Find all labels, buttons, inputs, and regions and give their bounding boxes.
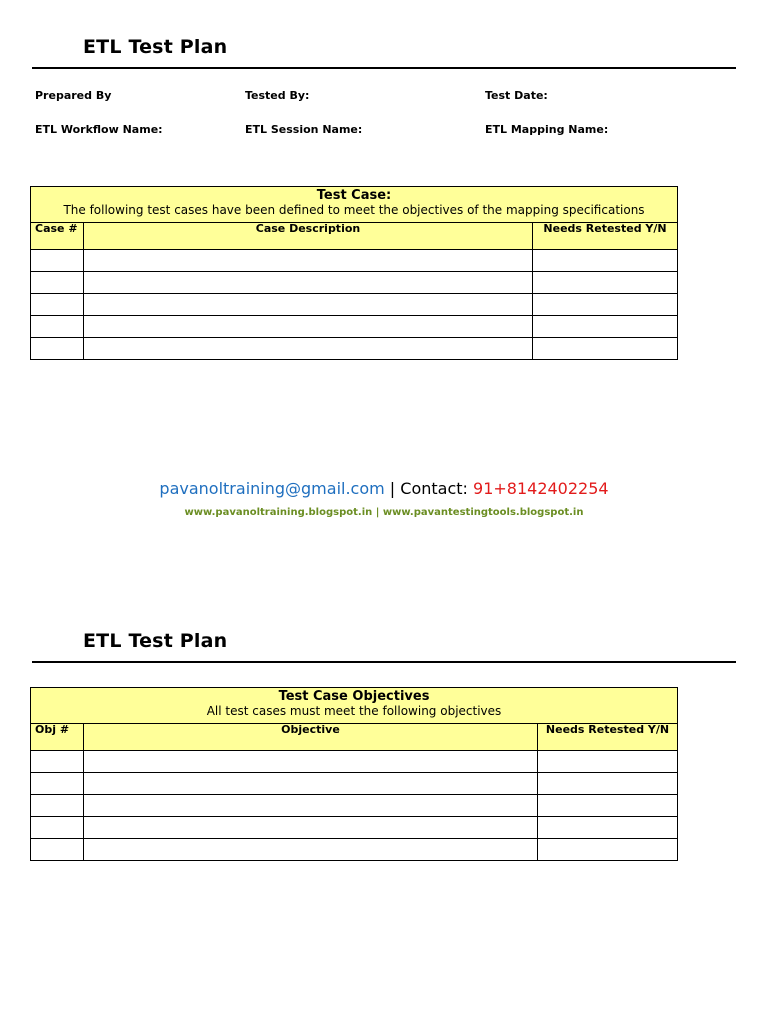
objectives-banner	[31, 688, 678, 724]
phone-number: 91+8142402254	[473, 479, 609, 498]
objectives-table	[30, 687, 678, 861]
column-header-case-number: Case #	[31, 223, 84, 250]
table-cell[interactable]	[84, 795, 538, 817]
mapping-name-label: ETL Mapping Name:	[485, 123, 609, 136]
table-cell[interactable]	[538, 817, 678, 839]
table-cell[interactable]	[84, 272, 533, 294]
column-header-needs-retested: Needs Retested Y/N	[538, 724, 678, 751]
column-header-case-description: Case Description	[84, 223, 533, 250]
test-case-table	[30, 186, 678, 360]
table-cell[interactable]	[31, 795, 84, 817]
session-name-label: ETL Session Name:	[245, 123, 363, 136]
title-divider	[32, 67, 736, 69]
test-case-subtitle: The following test cases have been defined to meet the objectives of the mapping specifications	[63, 203, 645, 217]
table-cell[interactable]	[538, 773, 678, 795]
table-cell[interactable]	[538, 839, 678, 861]
test-case-banner	[31, 187, 678, 223]
table-cell[interactable]	[84, 294, 533, 316]
contact-line	[0, 479, 768, 498]
tested-by-label: Tested By:	[245, 89, 310, 102]
table-cell[interactable]	[538, 795, 678, 817]
table-cell[interactable]	[533, 272, 678, 294]
column-header-obj-number: Obj #	[31, 724, 84, 751]
table-cell[interactable]	[84, 751, 538, 773]
table-cell[interactable]	[84, 773, 538, 795]
objectives-title: Test Case Objectives	[278, 689, 430, 704]
page-title: ETL Test Plan	[83, 36, 228, 58]
table-row	[31, 250, 678, 272]
table-cell[interactable]	[31, 817, 84, 839]
table-cell[interactable]	[31, 751, 84, 773]
table-cell[interactable]	[31, 839, 84, 861]
workflow-name-label: ETL Workflow Name:	[35, 123, 163, 136]
table-cell[interactable]	[84, 817, 538, 839]
page-title: ETL Test Plan	[83, 630, 228, 652]
email-link[interactable]: pavanoltraining@gmail.com	[159, 479, 385, 498]
prepared-by-label: Prepared By	[35, 89, 112, 102]
column-header-objective: Objective	[84, 724, 538, 751]
table-row	[31, 773, 678, 795]
blog-links[interactable]: www.pavanoltraining.blogspot.in | www.pavantestingtools.blogspot.in	[184, 507, 584, 518]
table-row	[31, 795, 678, 817]
table-cell[interactable]	[31, 272, 84, 294]
table-cell[interactable]	[31, 316, 84, 338]
column-header-needs-retested: Needs Retested Y/N	[533, 223, 678, 250]
table-cell[interactable]	[533, 316, 678, 338]
table-cell[interactable]	[31, 773, 84, 795]
table-cell[interactable]	[84, 250, 533, 272]
contact-separator: | Contact:	[384, 479, 474, 498]
table-cell[interactable]	[84, 316, 533, 338]
table-cell[interactable]	[533, 338, 678, 360]
table-row	[31, 839, 678, 861]
table-row	[31, 751, 678, 773]
table-cell[interactable]	[31, 294, 84, 316]
table-row	[31, 338, 678, 360]
table-row	[31, 272, 678, 294]
test-date-label: Test Date:	[485, 89, 548, 102]
objectives-subtitle: All test cases must meet the following objectives	[206, 704, 502, 718]
table-cell[interactable]	[84, 839, 538, 861]
table-cell[interactable]	[31, 338, 84, 360]
table-cell[interactable]	[538, 751, 678, 773]
title-divider	[32, 661, 736, 663]
test-case-title: Test Case:	[316, 188, 392, 203]
table-cell[interactable]	[533, 294, 678, 316]
table-row	[31, 294, 678, 316]
table-cell[interactable]	[31, 250, 84, 272]
table-cell[interactable]	[84, 338, 533, 360]
table-cell[interactable]	[533, 250, 678, 272]
table-row	[31, 817, 678, 839]
table-row	[31, 316, 678, 338]
